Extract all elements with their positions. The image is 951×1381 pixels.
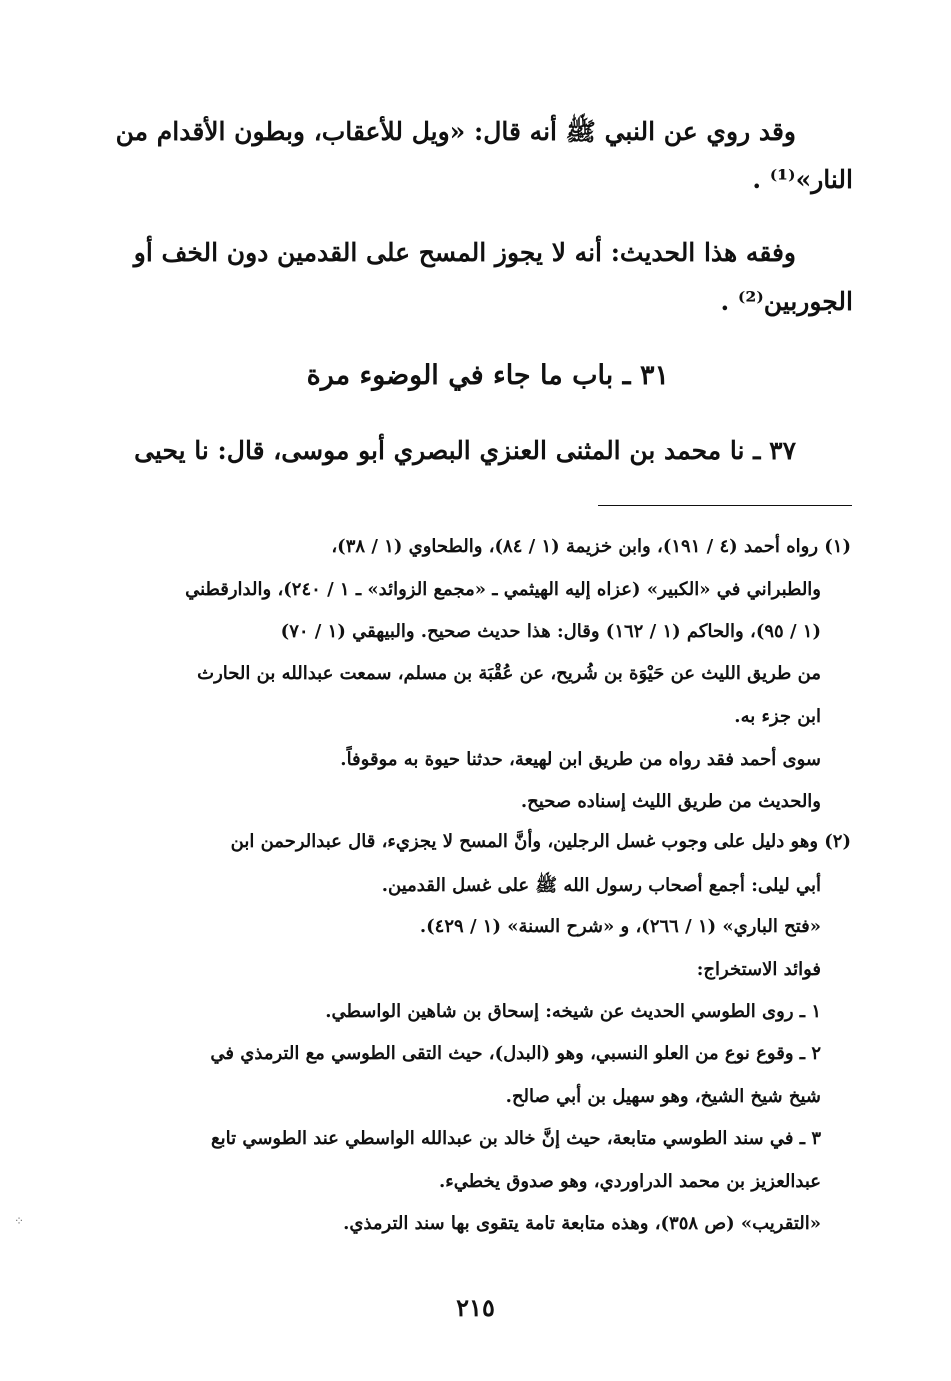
paragraph-1-line-1: وقد روي عن النبي ﷺ أنه قال: «ويل للأعقاب، وبطون الأقدام من xyxy=(115,117,796,146)
benefit-2-line-2: شيخ شيخ الشيخ، وهو سهيل بن أبي صالح. xyxy=(505,1086,821,1107)
footnote-1-line-6: سوى أحمد فقد رواه من طريق ابن لهيعة، حدثنا حيوة به موقوفاً. xyxy=(340,749,821,770)
footnote-2-line-2: أبي ليلى: أجمع أصحاب رسول الله ﷺ على غسل القدمين. xyxy=(381,875,821,896)
benefit-2-line-1: ٢ ـ وقوع نوع من العلو النسبي، وهو (البدل)، حيث التقى الطوسي مع الترمذي في xyxy=(210,1043,821,1064)
chapter-heading: ٣١ ـ باب ما جاء في الوضوء مرة xyxy=(306,360,669,391)
paragraph-2-line-2: الجوربين⁽²⁾ . xyxy=(720,287,853,316)
footnote-1-line-4: من طريق الليث عن حَيْوَة بن شُريح، عن عُقْبَة بن مسلم، سمعت عبدالله بن الحارث xyxy=(197,663,821,684)
hadith-line: ٣٧ ـ نا محمد بن المثنى العنزي البصري أبو موسى، قال: نا يحيى xyxy=(134,436,796,465)
footnote-1-line-1: (١) رواه أحمد (٤ / ١٩١)، وابن خزيمة (١ / ٨٤)، والطحاوي (١ / ٣٨)، xyxy=(331,536,851,557)
paragraph-2-line-1: وفقه هذا الحديث: أنه لا يجوز المسح على القدمين دون الخف أو xyxy=(133,238,796,267)
benefit-3-line-3: «التقريب» (ص ٣٥٨)، وهذه متابعة تامة يتقوى بها سند الترمذي. xyxy=(343,1213,821,1234)
page-number: ٢١٥ xyxy=(456,1293,495,1322)
footnote-1-line-3: (١ / ٩٥)، والحاكم (١ / ١٦٢) وقال: هذا حديث صحيح. والبيهقي (١ / ٧٠) xyxy=(280,621,821,642)
benefits-title: فوائد الاستخراج: xyxy=(696,959,821,980)
benefit-3-line-1: ٣ ـ في سند الطوسي متابعة، حيث إنَّ خالد بن عبدالله الواسطي عند الطوسي تابع xyxy=(211,1128,821,1149)
footnote-separator xyxy=(598,505,852,506)
footnote-2-line-3: «فتح الباري» (١ / ٢٦٦)، و «شرح السنة» (١ / ٤٢٩). xyxy=(419,916,821,937)
footnote-2-line-1: (٢) وهو دليل على وجوب غسل الرجلين، وأنَّ المسح لا يجزيء، قال عبدالرحمن ابن xyxy=(230,831,851,852)
paragraph-1-line-2: النار»⁽¹⁾ . xyxy=(752,165,853,194)
benefit-3-line-2: عبدالعزيز بن محمد الدراوردي، وهو صدوق يخطيء. xyxy=(438,1171,821,1192)
margin-mark: ⁘ xyxy=(14,1214,25,1228)
footnote-1-line-2: والطبراني في «الكبير» (عزاه إليه الهيثمي ـ «مجمع الزوائد» ـ ١ / ٢٤٠)، والدارقطني xyxy=(185,579,821,600)
footnote-1-line-7: والحديث من طريق الليث إسناده صحيح. xyxy=(520,791,821,812)
footnote-1-line-5: ابن جزء به. xyxy=(734,706,821,727)
benefit-1-line-1: ١ ـ روى الطوسي الحديث عن شيخه: إسحاق بن شاهين الواسطي. xyxy=(325,1001,821,1022)
